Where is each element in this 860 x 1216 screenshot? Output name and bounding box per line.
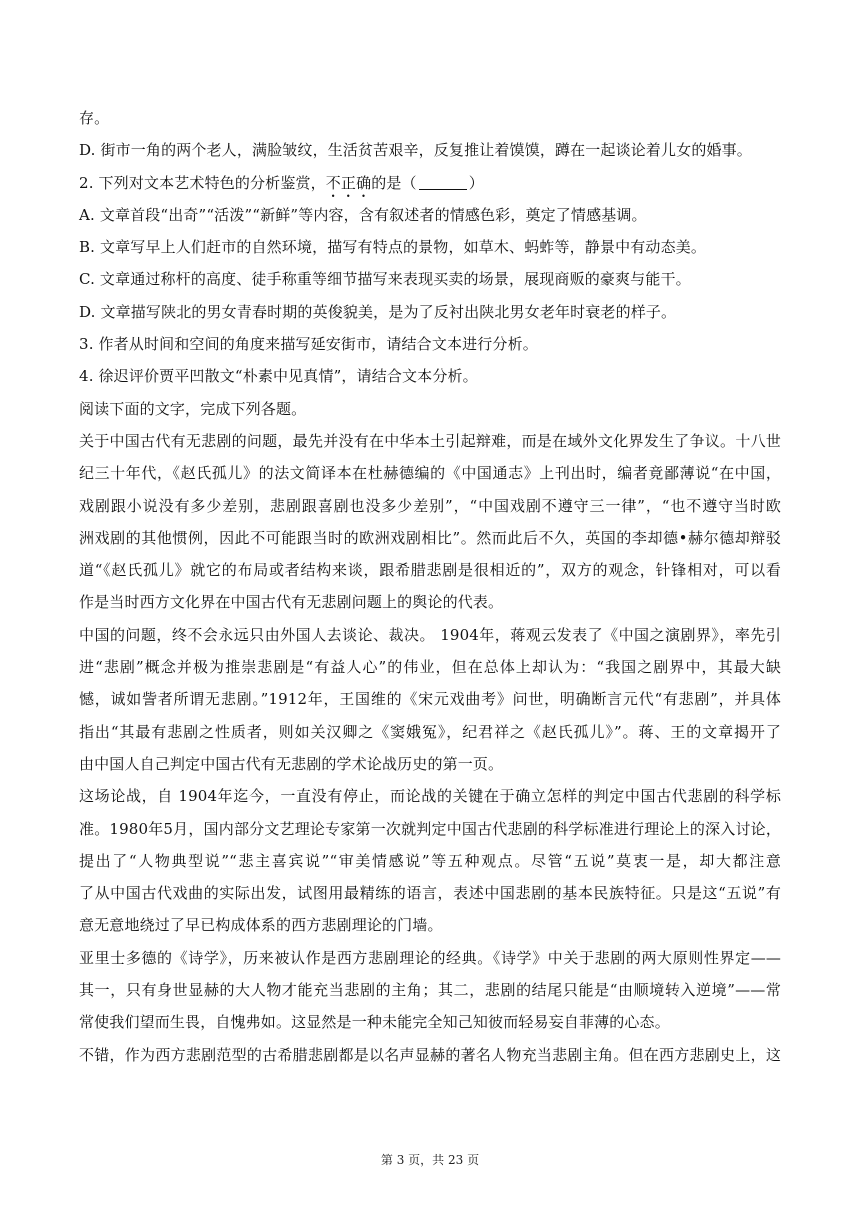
paragraph-line: 中国的问题，终不会永远只由外国人去谈论、裁决。 1904年，蒋观云发表了《中国之演剧界》，率先引: [79, 625, 781, 644]
question-2-prefix: 2. 下列对文本艺术特色的分析鉴赏，: [79, 173, 326, 192]
option-d-line: D. 街市一角的两个老人，满脸皱纹，生活贫苦艰辛，反复推让着馍馍，蹲在一起谈论着儿女的婚事。: [79, 141, 752, 160]
paragraph-line: 了从中国古代戏曲的实际出发，试图用最精练的语言，表述中国悲剧的基本民族特征。只是这“五说”有: [79, 884, 781, 903]
paragraph-line: 洲戏剧的其他惯例，因此不可能跟当时的欧洲戏剧相比”。然而此后不久，英国的李却德•赫尔德却辩驳: [79, 528, 781, 547]
paragraph-line: 作是当时西方文化界在中国古代有无悲剧问题上的舆论的代表。: [79, 593, 504, 612]
paragraph-line: 常使我们望而生畏，自愧弗如。这显然是一种未能完全知己知彼而轻易妄自菲薄的心态。: [79, 1013, 670, 1032]
paragraph-line: 其一，只有身世显赫的大人物才能充当悲剧的主角；其二，悲剧的结尾只能是“由顺境转入逆境”——常: [79, 981, 781, 1000]
paragraph-line: 不错，作为西方悲剧范型的古希腊悲剧都是以名声显赫的著名人物充当悲剧主角。但在西方悲剧史上，这: [79, 1045, 781, 1064]
paragraph-line: 提出了“人物典型说”“悲主喜宾说”“审美情感说”等五种观点。尽管“五说”莫衷一是，却大都注意: [79, 851, 781, 870]
paragraph-line: 这场论战，自 1904年迄今，一直没有停止，而论战的关键在于确立怎样的判定中国古代悲剧的科学标: [79, 787, 781, 806]
option-a-line: A. 文章首段“出奇”“活泼”“新鲜”等内容，含有叙述者的情感色彩，奠定了情感基调。: [79, 205, 647, 224]
question-4-line: 4. 徐迟评价贾平凹散文“朴素中见真情”，请结合文本分析。: [79, 367, 478, 386]
answer-blank: [419, 175, 467, 190]
reading-instruction: 阅读下面的文字，完成下列各题。: [79, 399, 307, 418]
option-b-line: B. 文章写早上人们赶市的自然环境，描写有特点的景物，如草木、蚂蚱等，静景中有动态美。: [79, 238, 707, 257]
paragraph-line: 亚里士多德的《诗学》，历来被认作是西方悲剧理论的经典。《诗学》中关于悲剧的两大原则性界定——: [79, 948, 781, 967]
page-body: [79, 108, 781, 1077]
paragraph-line: 憾，诚如訾者所谓无悲剧。”1912年，王国维的《宋元戏曲考》问世，明确断言元代“有悲剧”，并具体: [79, 690, 781, 709]
paragraph-line: 戏剧跟小说没有多少差别，悲剧跟喜剧也没多少差别”，“中国戏剧不遵守三一律”，“也不遵守当时欧: [79, 496, 781, 515]
paragraph-line: 道“《赵氏孤儿》就它的布局或者结构来谈，跟希腊悲剧是很相近的”，双方的观念，针锋相对，可以看: [79, 561, 781, 580]
paragraph-line: 由中国人自己判定中国古代有无悲剧的学术论战历史的第一页。: [79, 754, 504, 773]
emphasis-not-correct: 不正确: [325, 173, 372, 192]
option-d2-line: D. 文章描写陕北的男女青春时期的英俊貌美，是为了反衬出陕北男女老年时衰老的样子。: [79, 302, 677, 321]
paragraph-line: 关于中国古代有无悲剧的问题，最先并没有在中华本土引起辩难，而是在域外文化界发生了争议。十八世: [79, 431, 781, 450]
page-number-footer: 第 3 页，共 23 页: [380, 1153, 480, 1167]
question-2-suffix: 的是（: [371, 173, 417, 192]
paragraph-line: 进“悲剧”概念并极为推崇悲剧是“有益人心”的伟业，但在总体上却认为：“我国之剧界中，其最大缺: [79, 658, 781, 677]
question-2-line: [79, 173, 781, 193]
question-3-line: 3. 作者从时间和空间的角度来描写延安街市，请结合文本进行分析。: [79, 335, 538, 354]
paragraph-line: 纪三十年代，《赵氏孤儿》的法文简译本在杜赫德编的《中国通志》上刊出时，编者竟鄙薄说“在中国，: [79, 464, 781, 483]
paragraph-line: 意无意地绕过了早已构成体系的西方悲剧理论的门墙。: [79, 916, 443, 935]
paragraph-line: 准。1980年5月，国内部分文艺理论专家第一次就判定中国古代悲剧的科学标准进行理论上的深入讨论，: [79, 819, 781, 838]
question-2-close: ）: [468, 173, 484, 192]
paragraph-line: 指出“其最有悲剧之性质者，则如关汉卿之《窦娥冤》，纪君祥之《赵氏孤儿》”。蒋、王的文章揭开了: [79, 722, 781, 741]
option-c-line: C. 文章通过称杆的高度、徒手称重等细节描写来表现买卖的场景，展现商贩的豪爽与能干。: [79, 270, 691, 289]
text-line: 存。: [79, 109, 110, 127]
